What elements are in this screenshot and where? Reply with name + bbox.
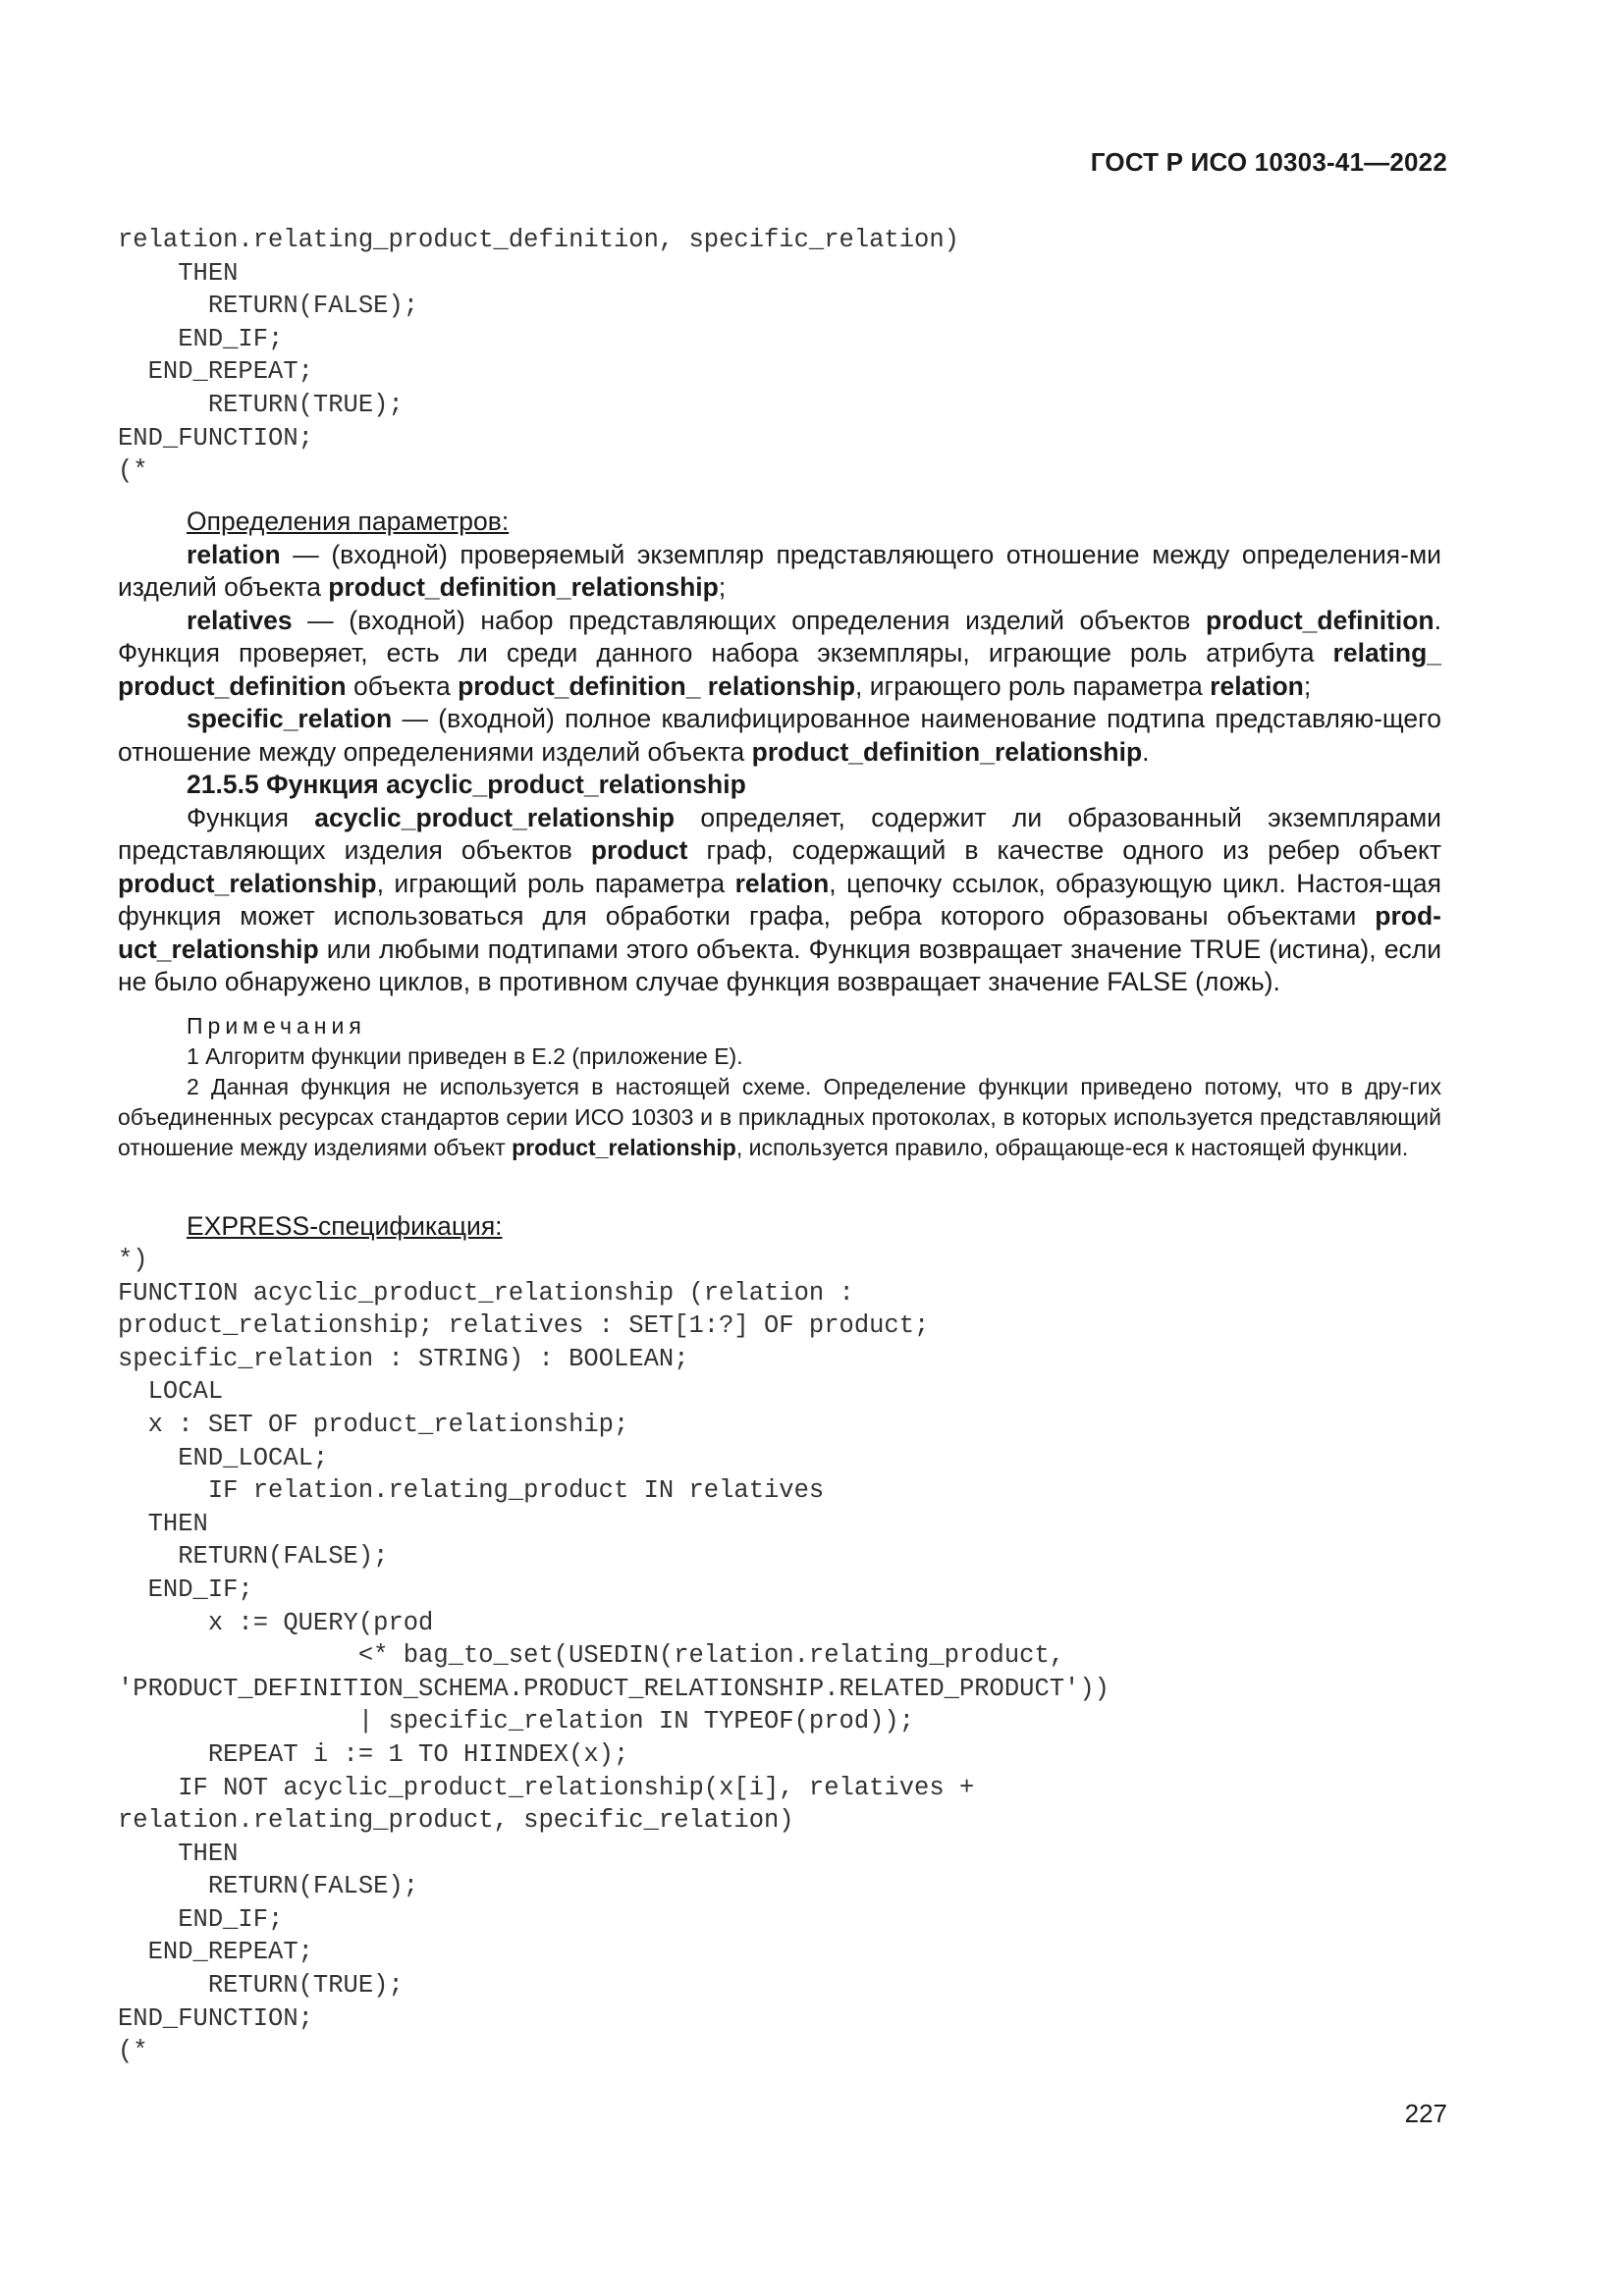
code-block-top: [118, 224, 959, 488]
code-line: RETURN(TRUE);: [118, 1971, 404, 2001]
code-line: RETURN(FALSE);: [118, 1872, 419, 1901]
notes-block: [118, 1011, 1441, 1163]
code-line: THEN: [118, 1839, 239, 1868]
code-line: END_IF;: [118, 1904, 284, 1934]
code-line: specific_relation : STRING) : BOOLEAN;: [118, 1344, 689, 1373]
code-line: THEN: [118, 1509, 208, 1538]
code-line: END_FUNCTION;: [118, 423, 313, 453]
code-line: x : SET OF product_relationship;: [118, 1410, 629, 1439]
code-line: relation.relating_product_definition, specific_relation): [118, 226, 959, 254]
code-line: (*: [118, 2037, 148, 2066]
notes-title: Примечания: [187, 1013, 366, 1039]
code-line: *): [118, 1246, 148, 1274]
code-line: IF NOT acyclic_product_relationship(x[i], relatives +: [118, 1773, 975, 1802]
code-block-main: [118, 1244, 1110, 2068]
body-text: [118, 506, 1441, 999]
code-line: THEN: [118, 258, 239, 288]
standard-header: ГОСТ Р ИСО 10303-41—2022: [1090, 147, 1447, 177]
param-term: specific_relation: [187, 704, 393, 733]
param-specific-relation: specific_relation — (входной) полное квалифицированное наименование подтипа представляю-щего отношение между определениями изделий объекта product_definition_relationship.: [118, 704, 1441, 767]
code-line: RETURN(FALSE);: [118, 292, 419, 321]
code-line: x := QUERY(prod: [118, 1608, 434, 1637]
code-line: IF relation.relating_product IN relatives: [118, 1476, 825, 1506]
param-term: relatives: [187, 605, 293, 635]
code-line: REPEAT i := 1 TO HIINDEX(x);: [118, 1739, 629, 1769]
code-line: END_IF;: [118, 1575, 253, 1604]
code-line: END_FUNCTION;: [118, 2003, 313, 2033]
note-item: 1 Алгоритм функции приведен в Е.2 (приложение Е).: [187, 1043, 743, 1069]
note-item: 2 Данная функция не используется в настоящей схеме. Определение функции приведено потому, что в дру-гих объединенных ресурсах стандартов серии ИСО 10303 и в прикладных протоколах, в которых используется представляющий отношение между изделиями объект product_relationship, используется правило, обращающе-еся к настоящей функции.: [118, 1074, 1441, 1160]
function-description: Функция acyclic_product_relationship определяет, содержит ли образованный экземплярами представляющих изделия объектов product граф, содержащий в качестве одного из ребер объект product_relationship, играющий роль параметра relation, цепочку ссылок, образующую цикл. Настоя-щая функция может использоваться для обработки графа, ребра которого образованы объектами prod-uct_relationship или любыми подтипами этого объекта. Функция возвращает значение TRUE (истина), если не было обнаружено циклов, в противном случае функция возвращает значение FALSE (ложь).: [118, 802, 1442, 996]
code-line: END_IF;: [118, 324, 284, 353]
code-line: END_REPEAT;: [118, 1938, 313, 1967]
code-line: RETURN(TRUE);: [118, 390, 404, 419]
code-line: relation.relating_product, specific_relation): [118, 1806, 794, 1836]
code-line: product_relationship; relatives : SET[1:?] OF product;: [118, 1311, 930, 1341]
page-number: 227: [1404, 2099, 1447, 2128]
code-line: (*: [118, 456, 148, 486]
param-relation: relation — (входной) проверяемый экземпляр представляющего отношение между определения-ми изделий объекта product_definition_relationship;: [118, 539, 1441, 602]
code-line: END_REPEAT;: [118, 357, 313, 387]
code-line: LOCAL: [118, 1377, 224, 1407]
code-line: | specific_relation IN TYPEOF(prod));: [118, 1707, 915, 1736]
code-line: FUNCTION acyclic_product_relationship (relation :: [118, 1278, 854, 1308]
express-heading: EXPRESS-спецификация:: [187, 1211, 503, 1241]
param-relatives: relatives — (входной) набор представляющих определения изделий объектов product_definition. Функция проверяет, есть ли среди данного набора экземпляры, играющие роль атрибута relating_ product_definition объекта product_definition_ relationship, играющего роль параметра relation;: [118, 605, 1441, 701]
section-heading: 21.5.5 Функция acyclic_product_relationship: [187, 770, 746, 799]
code-line: END_LOCAL;: [118, 1443, 329, 1472]
parameters-heading: Определения параметров:: [187, 507, 510, 536]
express-heading-block: [118, 1210, 1441, 1244]
code-line: <* bag_to_set(USEDIN(relation.relating_product,: [118, 1641, 1065, 1671]
code-line: 'PRODUCT_DEFINITION_SCHEMA.PRODUCT_RELATIONSHIP.RELATED_PRODUCT')): [118, 1674, 1110, 1703]
code-line: RETURN(FALSE);: [118, 1542, 389, 1572]
param-term: relation: [187, 539, 281, 569]
